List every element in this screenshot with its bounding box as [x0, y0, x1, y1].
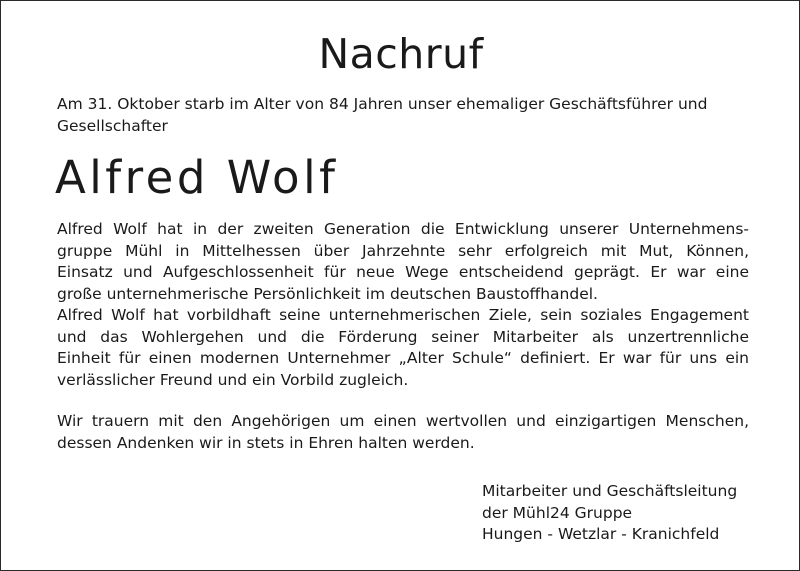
tribute-line: verlässlicher Freund und ein Vorbild zugleich.	[57, 370, 409, 389]
signature-block	[482, 481, 737, 546]
intro-line: Gesellschafter	[57, 116, 168, 135]
closing-paragraph	[57, 411, 749, 454]
signature-line: der Mühl24 Gruppe	[482, 503, 633, 522]
tribute-line: Einsatz und Aufgeschlossenheit für neue Wege entscheidend geprägt. Er war eine	[57, 263, 749, 281]
signature-line: Hungen - Wetzlar - Kranichfeld	[482, 525, 720, 543]
intro-paragraph	[57, 94, 757, 137]
closing-line: dessen Andenken wir in stets in Ehren halten werden.	[57, 433, 475, 452]
tribute-line: und das Wohlergehen und die Förderung seiner Mitarbeiter als unzertrennliche	[57, 327, 749, 346]
deceased-name: Alfred Wolf	[55, 151, 339, 204]
tribute-line: Einheit für einen modernen Unternehmer „Alter Schule“ definiert. Er war für uns ein	[57, 349, 749, 367]
tribute-line: große unternehmerische Persönlichkeit im deutschen Baustoffhandel.	[57, 284, 598, 303]
tribute-line: Alfred Wolf hat vorbildhaft seine unternehmerischen Ziele, sein soziales Engagement	[57, 306, 749, 324]
signature-line: Mitarbeiter und Geschäftsleitung	[482, 482, 738, 500]
closing-line: Wir trauern mit den Angehörigen um einen wertvollen und einzigartigen Menschen,	[57, 412, 749, 430]
tribute-line: gruppe Mühl in Mittelhessen über Jahrzehnte sehr erfolgreich mit Mut, Können,	[57, 241, 749, 260]
notice-title: Nachruf	[318, 30, 484, 78]
intro-line: Am 31. Oktober starb im Alter von 84 Jahren unser ehemaliger Geschäftsführer und	[57, 95, 708, 113]
tribute-paragraph	[57, 219, 749, 391]
tribute-line: Alfred Wolf hat in der zweiten Generation die Entwicklung unserer Unternehmens-	[57, 220, 749, 238]
